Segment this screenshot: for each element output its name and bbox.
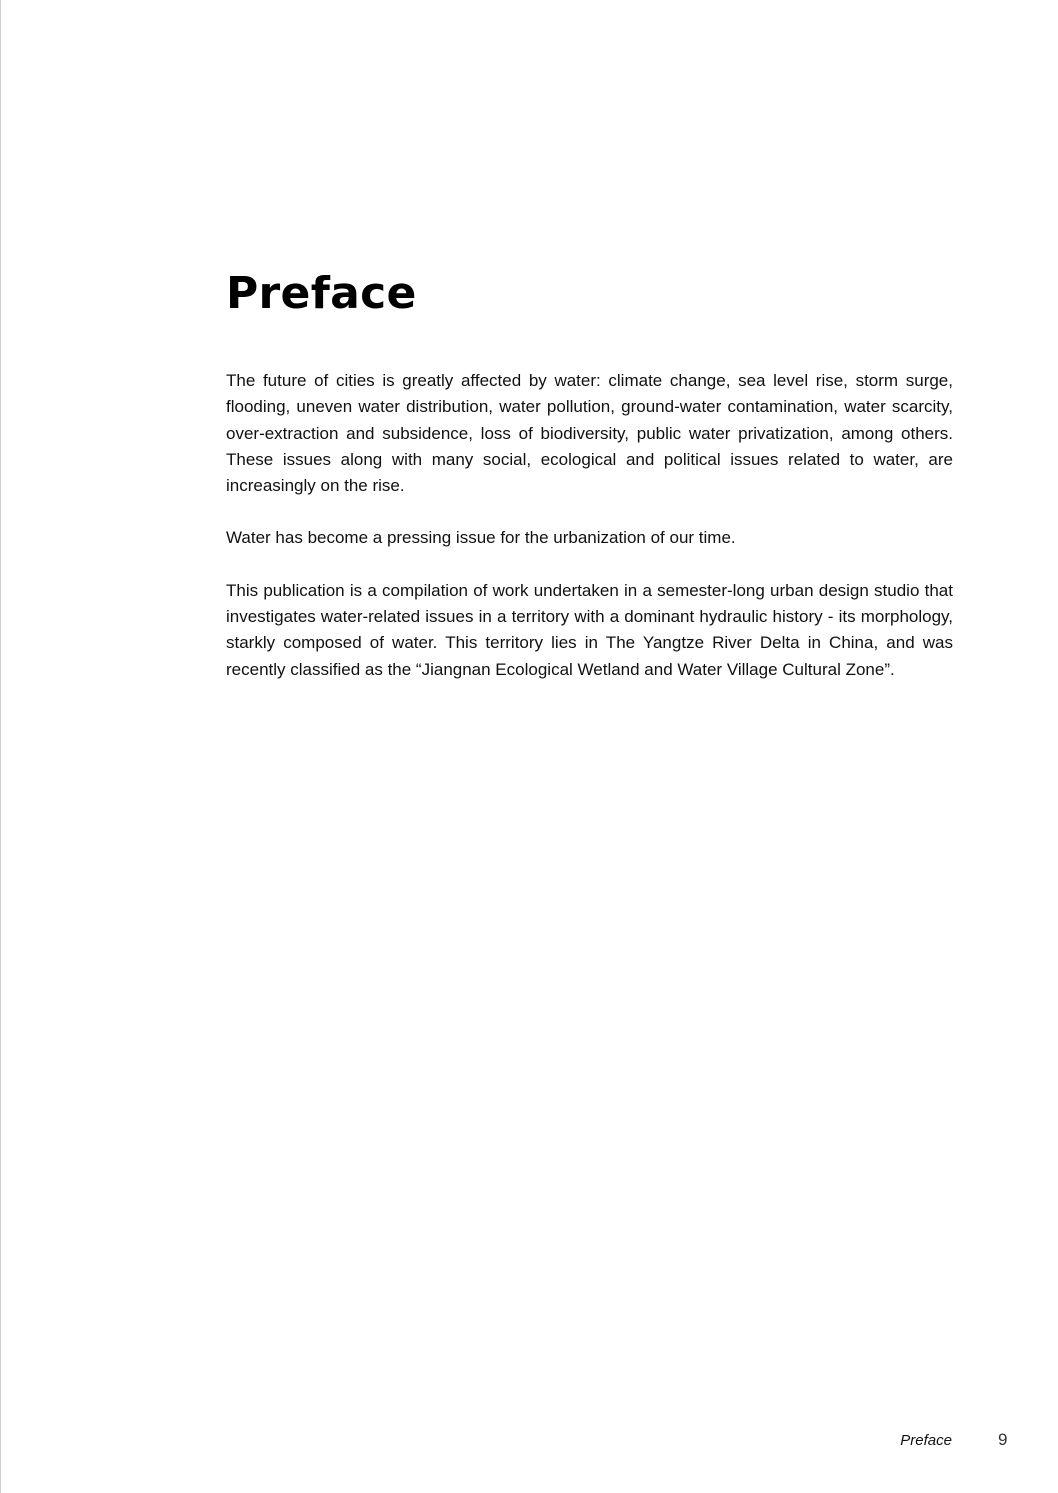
page-number: 9 xyxy=(998,1430,1008,1449)
paragraph-water-issues: The future of cities is greatly affected by water: climate change, sea level rise, storm surge, flooding, uneven water distribution, water pollution, ground-water contamination, water scarcity, over-extraction and subsidence, loss of biodiversity, public water privatization, among others. These issues along with many social, ecological and political issues related to water, are increasingly on the rise. xyxy=(226,371,953,496)
page-edge-divider xyxy=(0,0,1,1493)
paragraph-publication-overview: This publication is a compilation of work undertaken in a semester-long urban design studio that investigates water-related issues in a territory with a dominant hydraulic history - its morphology, starkly composed of water. This territory lies in The Yangtze River Delta in China, and was recently classified as the “Jiangnan Ecological Wetland and Water Village Cultural Zone”. xyxy=(226,580,953,679)
footer-section-label: Preface xyxy=(900,1432,952,1449)
paragraph-pressing-issue: Water has become a pressing issue for the urbanization of our time. xyxy=(226,528,736,548)
body-text xyxy=(226,368,953,683)
page-title: Preface xyxy=(226,268,417,319)
preface-content xyxy=(226,268,953,709)
